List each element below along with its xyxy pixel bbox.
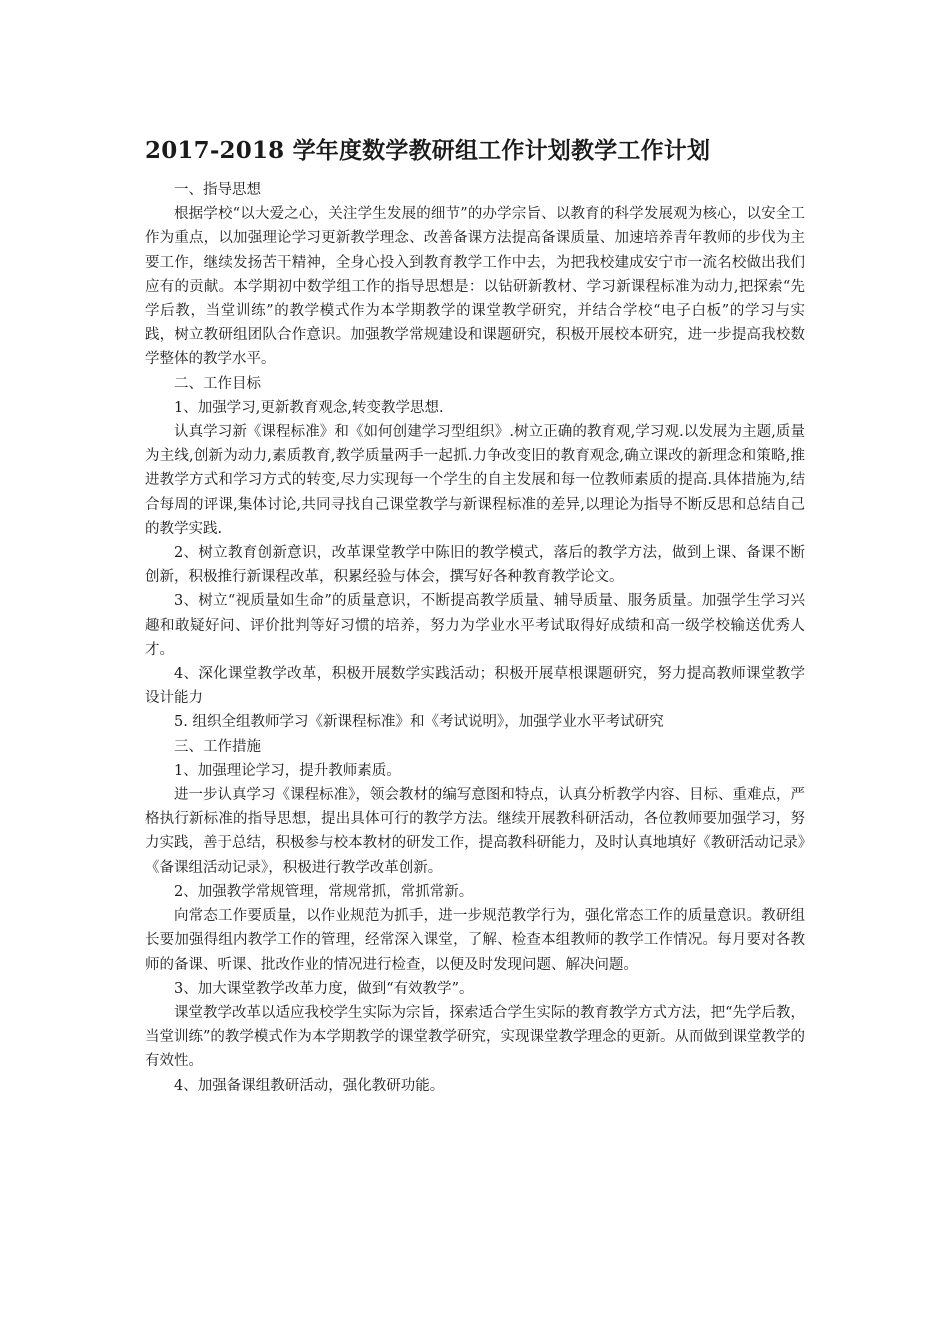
goal-5-paragraph: 5. 组织全组教师学习《新课程标准》和《考试说明》，加强学业水平考试研究 (174, 714, 664, 731)
goal-1-heading: 1、加强学习,更新教育观念,转变教学思想. (174, 399, 444, 416)
heading-guiding-thought: 一、指导思想 (174, 182, 261, 198)
paragraph-guiding-thought: 根据学校“以大爱之心，关注学生发展的细节”的办学宗旨、以教育的科学发展观为核心，以安全工作为重点，以加强理论学习更新教学理念、改善备课方法提高备课质量、加速培养青年教师的步伐为主要工作，继续发扬苦干精神，全身心投入到教育教学工作中去，为把我校建成安宁市一流名校做出我们应有的贡献。本学期初中数学组工作的指导思想是：以钻研新教材、学习新课程标准为动力,把探索“先学后教，当堂训练”的教学模式作为本学期教学的课堂教学研究，并结合学校“电子白板”的学习与实践，树立教研组团队合作意识。加强教学常规建设和课题研究，积极开展校本研究，进一步提高我校数学整体的教学水平。 (145, 206, 805, 368)
goal-2-paragraph: 2、树立教育创新意识，改革课堂教学中陈旧的教学模式，落后的教学方法，做到上课、备课不断创新，积极推行新课程改革，积累经验与体会，撰写好各种教育教学论文。 (145, 545, 805, 586)
heading-work-measures: 三、工作措施 (174, 738, 261, 755)
measure-3-heading: 3、加大课堂教学改革力度，做到“有效教学”。 (174, 980, 474, 997)
document-title: 2017-2018 学年度数学教研组工作计划教学工作计划 (145, 137, 711, 164)
goal-3-paragraph: 3、树立“视质量如生命”的质量意识，不断提高教学质量、辅导质量、服务质量。加强学生学习兴趣和敢疑好问、评价批判等好习惯的培养，努力为学业水平考试取得好成绩和高一级学校输送优秀人才。 (145, 593, 805, 658)
measure-4-heading: 4、加强备课组教研活动，强化教研功能。 (174, 1077, 445, 1094)
goal-4-paragraph: 4、深化课堂教学改革，积极开展数学实践活动；积极开展草根课题研究，努力提高教师课堂教学设计能力 (145, 666, 805, 707)
heading-work-goals: 二、工作目标 (174, 375, 261, 392)
measure-2-paragraph: 向常态工作要质量，以作业规范为抓手，进一步规范教学行为，强化常态工作的质量意识。教研组长要加强得组内教学工作的管理，经常深入课堂，了解、检查本组教师的教学工作情况。每月要对各教师的备课、听课、批改作业的情况进行检查，以便及时发现问题、解决问题。 (145, 908, 805, 973)
measure-3-paragraph: 课堂教学改革以适应我校学生实际为宗旨，探索适合学生实际的教育教学方式方法，把“先学后教，当堂训练”的教学模式作为本学期教学的课堂教学研究，实现课堂教学理念的更新。从而做到课堂教学的有效性。 (145, 1004, 805, 1070)
measure-1-paragraph: 进一步认真学习《课程标准》，领会教材的编写意图和特点，认真分析教学内容、目标、重难点，严格执行新标准的指导思想，提出具体可行的教学方法。继续开展教科研活动，各位教师要加强学习，努力实践，善于总结，积极参与校本教材的研发工作，提高教科研能力，及时认真地填好《教研活动记录》《备课组活动记录》，积极进行教学改革创新。 (145, 787, 805, 876)
measure-2-heading: 2、加强教学常规管理，常规常抓，常抓常新。 (174, 883, 474, 900)
document-page (145, 128, 805, 1098)
goal-1-paragraph: 认真学习新《课程标准》和《如何创建学习型组织》.树立正确的教育观,学习观.以发展为主题,质量为主线,创新为动力,素质教育,教学质量两手一起抓.力争改变旧的教育观念,确立课改的新理念和策略,推进教学方式和学习方式的转变,尽力实现每一个学生的自主发展和每一位教师素质的提高.具体措施为,结合每周的评课,集体讨论,共同寻找自己课堂教学与新课程标准的差异,以理论为指导不断反思和总结自己的教学实践. (145, 424, 805, 537)
measure-1-heading: 1、加强理论学习，提升教师素质。 (174, 762, 401, 779)
